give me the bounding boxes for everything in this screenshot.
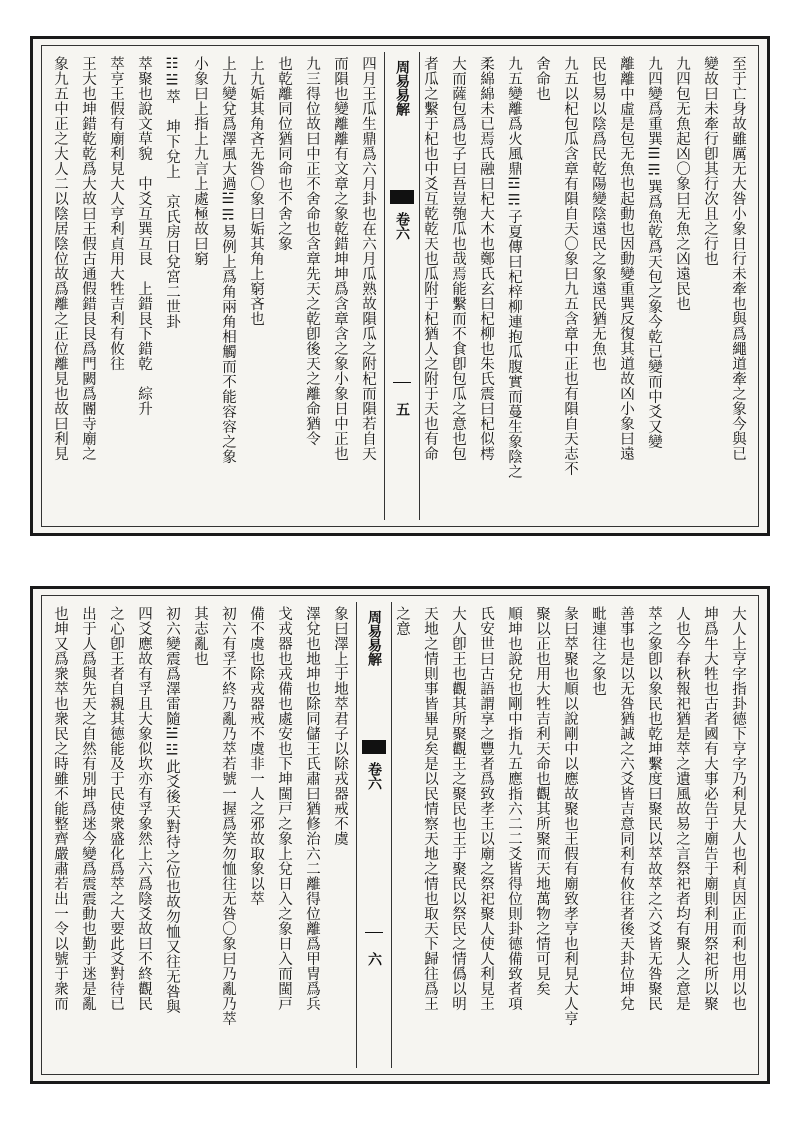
- text-column: 象九五中正之大人二以陰居陰位故爲離之正位離見也故曰利見: [52, 56, 68, 461]
- chapter-label: 卷六: [394, 212, 410, 240]
- text-column: 備不虞也除戎器戒不虞非一人之邪故取象以萃: [248, 606, 264, 906]
- text-column: 象曰澤上于地萃君子以除戎器戒不虞: [332, 606, 348, 846]
- text-column: 舍命也: [534, 56, 550, 101]
- text-column: 出于人爲與先天之自然有別坤爲迷今變爲震震動也勤于迷是亂: [80, 606, 96, 1011]
- text-column: 九四變爲重巽☰☴巽爲魚乾爲天包之象今乾已變而中爻又變: [646, 56, 662, 449]
- banner-rule: [393, 382, 411, 383]
- text-column: 坤爲牛大牲也古者國有大事必告于廟告于廟則利用祭祀所以聚: [702, 606, 718, 1011]
- text-column: 澤兌也地坤也除同儲王氏肅曰猶修治六二離得位離爲甲冑爲兵: [304, 606, 320, 1011]
- text-column: 民也易以陰爲民乾陽變陰遠民之象遠民猶无魚也: [590, 56, 606, 371]
- text-column: 毗連往之象也: [590, 606, 606, 696]
- text-column: 九三得位故曰中正不舍命也含章先天之乾卽後天之離命猶令: [304, 56, 320, 446]
- chapter-label: 卷六: [366, 762, 382, 790]
- text-column: 上九變兌爲澤風大過☱☴易例上爲角兩角相觸而不能容容之象: [220, 56, 236, 464]
- text-column: 也乾離同位猶同命也不舍之象: [276, 56, 292, 251]
- top-page-frame: [41, 45, 759, 527]
- page-number: 六: [366, 952, 382, 966]
- text-column: 彖曰萃聚也順以說剛中以應故聚也王假有廟致孝亨也利見大人亨: [562, 606, 578, 1026]
- text-column: 小象曰上指上九言上處極故曰窮: [192, 56, 208, 266]
- text-column: 九五變離爲火風鼎☲☴子夏傳曰杞梓柳連抱瓜腹實而蔓生象陰之: [506, 56, 522, 479]
- text-column: 人也今春秋報祀猶是萃之遺風故易之言祭祀者均有聚人之意是: [674, 606, 690, 1011]
- center-banner: [384, 52, 420, 520]
- text-column: 之心卽王者自親其德能及于民使衆盛化爲萃之大要此爻對待已: [108, 606, 124, 1011]
- book-title: 周易易解: [366, 610, 382, 666]
- text-column: 九五以杞包瓜含章有隕自天〇象曰九五含章中正也有隕自天志不: [562, 56, 578, 476]
- text-column: 天地之情則事皆畢見矣是以民情察天地之情也取天下歸往爲王: [422, 606, 438, 1011]
- center-banner: [356, 602, 392, 1068]
- text-column: 柔綿綿未已焉氏融曰杞大木也鄭氏玄曰杞柳也朱氏震曰杞似樗: [478, 56, 494, 461]
- fishtail-mark: [362, 740, 386, 754]
- text-column: 變故曰未牽行卽其行次且之行也: [702, 56, 718, 266]
- text-column: 聚以正也用大牲吉利天命也觀其所聚而天地萬物之情可見矣: [534, 606, 550, 996]
- text-column: 四月王瓜生鼎爲六月卦也在六月瓜熟故隕瓜之附杞而隕若自天: [360, 56, 376, 461]
- text-column: 也坤又爲衆萃也衆民之時雖不能整齊嚴肅若出一令以號于衆而: [52, 606, 68, 1011]
- text-column: 初六有孚不終乃亂乃萃若號一握爲笑勿恤往无咎〇象曰乃亂乃萃: [220, 606, 236, 1026]
- text-column: 而隕也變離離有文章之象乾錯坤坤爲含章含之象小象日中正也: [332, 56, 348, 461]
- book-title: 周易易解: [394, 60, 410, 116]
- text-column: 王大也坤錯乾乾爲大故曰王假古通假錯艮艮爲門闕爲閽寺廟之: [80, 56, 96, 461]
- text-column: 離離中虛是包无魚也起動也因動變重巽反復其道故凶小象曰遠: [618, 56, 634, 461]
- text-column: 上九姤其角吝无咎〇象曰姤其角上窮吝也: [248, 56, 264, 326]
- text-column: ☷☱萃 坤下兌上 京氏房日兌宮二世卦: [164, 56, 180, 329]
- text-column: 順坤也說兌也剛中指九五應指六二二爻皆得位則卦德備致者項: [506, 606, 522, 1011]
- top-page: [30, 36, 770, 536]
- text-column: 至于亡身故雖厲无大咎小象日行未牽也與爲繩道牽之象今與已: [730, 56, 746, 461]
- text-column: 四爻應故有孚且大象似坎亦有孚象然上六爲陰爻故曰不終觀民: [136, 606, 152, 1011]
- banner-rule: [365, 932, 383, 933]
- text-column: 九四包无魚起凶〇象曰无魚之凶遠民也: [674, 56, 690, 311]
- text-column: 大而薩包爲也子曰吾豈匏瓜也哉焉能繫而不食卽包瓜之意也包: [450, 56, 466, 461]
- text-column: 其志亂也: [192, 606, 208, 666]
- fishtail-mark: [390, 190, 414, 204]
- text-column: 戈戎器也戎備也處安也下坤閩戸之象上兌日入之象日入而閩戸: [276, 606, 292, 1011]
- text-column: 大人上亨字指卦德下亨字乃利見大人也利貞因正而利也用以也: [730, 606, 746, 1011]
- text-column: 萃之象卽以象民也乾坤繫度曰聚民以萃故萃之六爻皆无咎聚民: [646, 606, 662, 1011]
- bottom-page: [30, 586, 770, 1084]
- text-column: 之意: [394, 606, 410, 636]
- bottom-page-frame: [41, 595, 759, 1075]
- text-column: 大人卽王也觀其所聚觀王之聚民也王于聚民以祭民之情僞以明: [450, 606, 466, 1011]
- text-column: 初六變震爲澤雷隨☱☳此爻後天對待之位也故勿恤又往无咎與: [164, 606, 180, 1014]
- text-column: 萃聚也說文草貌 中爻互巽互艮 上錯艮下錯乾 綜升: [136, 56, 152, 416]
- text-column: 萃亨王假有廟利見大人亨利貞用大牲吉利有攸往: [108, 56, 124, 371]
- text-column: 者瓜之繫于杞也中爻互乾乾天也瓜附于杞猶人之附于天也有命: [422, 56, 438, 461]
- page-number: 五: [394, 402, 410, 416]
- text-column: 善事也是以无咎猶誠之六爻皆吉意同利有攸往者後天卦位坤兌: [618, 606, 634, 1011]
- text-column: 氏安世曰古語謂享之豐者爲致孝王以廟之祭祀聚人使人利見王: [478, 606, 494, 1011]
